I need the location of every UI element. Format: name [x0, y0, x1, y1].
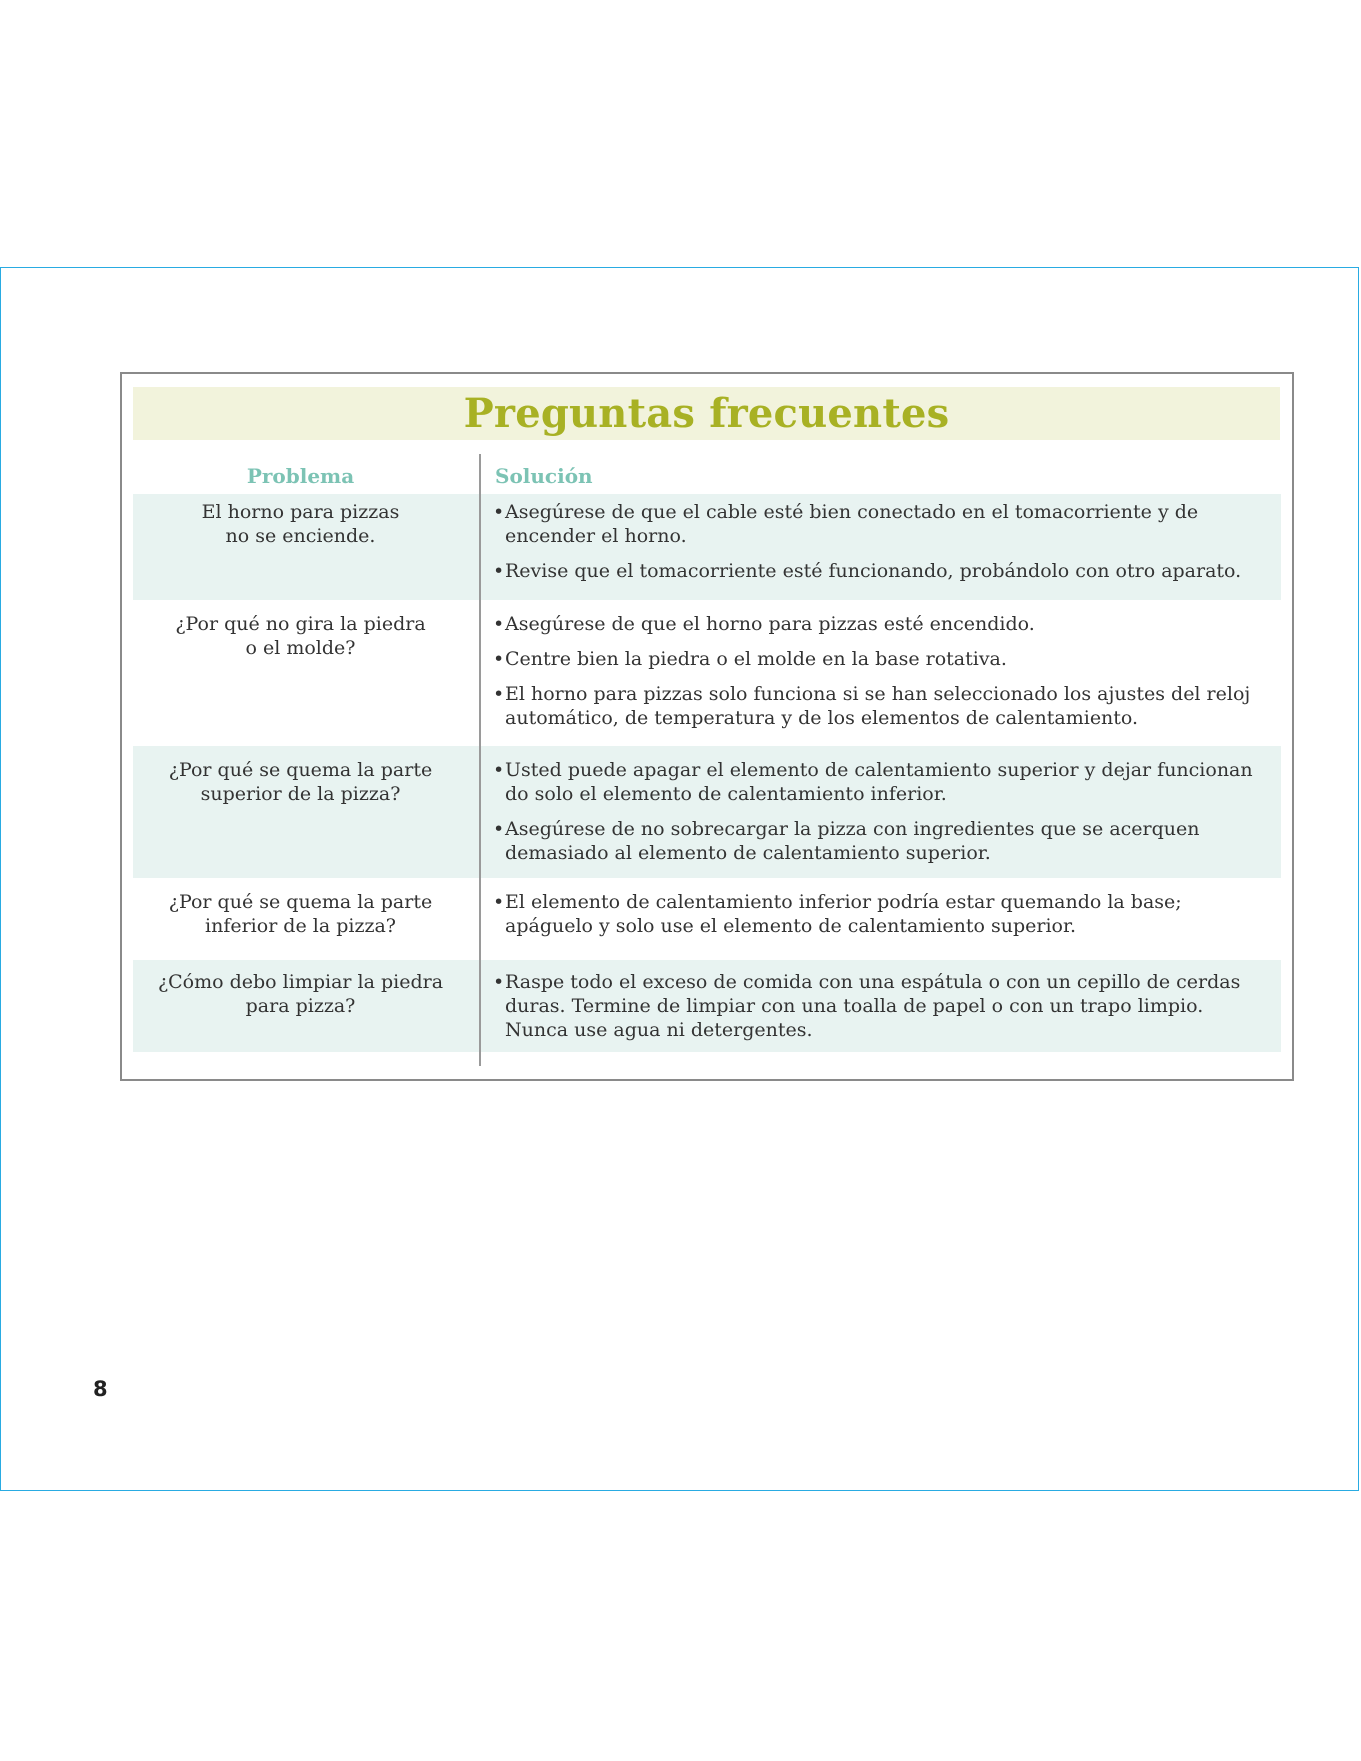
faq-row: [133, 494, 1281, 600]
solution-line: encender el horno.: [505, 525, 687, 547]
problem-line: inferior de la pizza?: [205, 915, 396, 937]
solution-item: [493, 890, 1273, 938]
solution-item: [493, 500, 1273, 548]
solution-line: • El horno para pizzas solo funciona si se han seleccionado los ajustes del reloj: [505, 683, 1251, 705]
problem-cell: [133, 500, 468, 548]
problem-line: ¿Por qué se quema la parte: [168, 759, 433, 781]
faq-row: [133, 600, 1281, 746]
column-divider: [479, 454, 481, 1066]
problem-line: ¿Por qué no gira la piedra: [175, 613, 426, 635]
solution-line: • Centre bien la piedra o el molde en la base rotativa.: [505, 648, 1007, 670]
solution-item: [493, 612, 1273, 636]
solution-item: [493, 647, 1273, 671]
solution-line: • Revise que el tomacorriente esté funcionando, probándolo con otro aparato.: [505, 560, 1242, 582]
solution-line: • Asegúrese de que el horno para pizzas esté encendido.: [505, 613, 1035, 635]
solution-item: [493, 758, 1273, 806]
solution-line: • Raspe todo el exceso de comida con una espátula o con un cepillo de cerdas: [505, 971, 1241, 993]
problem-line: El horno para pizzas: [201, 501, 400, 523]
title-band: [133, 387, 1280, 440]
solution-item: [493, 817, 1273, 865]
problem-cell: [133, 970, 468, 1018]
problem-cell: [133, 890, 468, 938]
problem-line: no se enciende.: [225, 525, 376, 547]
problem-line: o el molde?: [245, 637, 356, 659]
solution-cell: [493, 970, 1273, 1053]
solution-line: • Usted puede apagar el elemento de calentamiento superior y dejar funcionan: [505, 759, 1253, 781]
solution-cell: [493, 612, 1273, 741]
solution-line: automático, de temperatura y de los elementos de calentamiento.: [505, 707, 1139, 729]
problem-line: para pizza?: [245, 995, 356, 1017]
solution-cell: [493, 890, 1273, 949]
solution-line: apáguelo y solo use el elemento de calentamiento superior.: [505, 915, 1076, 937]
faq-row: [133, 878, 1281, 960]
solution-cell: [493, 758, 1273, 876]
problem-line: ¿Por qué se quema la parte: [168, 891, 433, 913]
page-number: 8: [93, 1377, 108, 1401]
problem-cell: [133, 758, 468, 806]
solution-line: duras. Termine de limpiar con una toalla de papel o con un trapo limpio.: [505, 995, 1204, 1017]
solution-line: • Asegúrese de que el cable esté bien conectado en el tomacorriente y de: [505, 501, 1199, 523]
problem-line: ¿Cómo debo limpiar la piedra: [157, 971, 444, 993]
solution-item: [493, 970, 1273, 1042]
faq-row: [133, 960, 1281, 1052]
solution-line: Nunca use agua ni detergentes.: [505, 1019, 813, 1041]
solution-item: [493, 559, 1273, 583]
solution-cell: [493, 500, 1273, 594]
column-header-solution: Solución: [495, 464, 593, 488]
solution-line: do solo el elemento de calentamiento inferior.: [505, 783, 947, 805]
problem-cell: [133, 612, 468, 660]
solution-line: • El elemento de calentamiento inferior podría estar quemando la base;: [505, 891, 1182, 913]
solution-item: [493, 682, 1273, 730]
page-title: Preguntas frecuentes: [463, 390, 950, 437]
column-header-problem: Problema: [246, 464, 355, 488]
faq-row: [133, 746, 1281, 878]
solution-line: demasiado al elemento de calentamiento superior.: [505, 842, 991, 864]
solution-line: • Asegúrese de no sobrecargar la pizza con ingredientes que se acerquen: [505, 818, 1200, 840]
problem-line: superior de la pizza?: [200, 783, 401, 805]
